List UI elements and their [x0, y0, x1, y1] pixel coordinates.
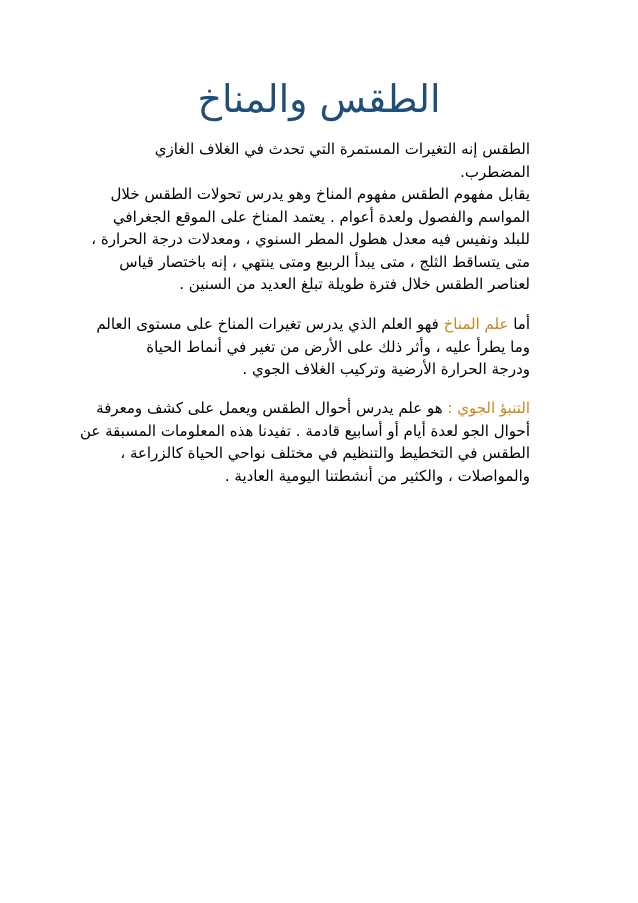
forecast-paragraph — [80, 397, 530, 487]
intro-line: يقابل مفهوم الطقس مفهوم المناخ وهو يدرس تحولات الطقس خلال — [110, 185, 530, 203]
climatology-line-3: ودرجة الحرارة الأرضية وتركيب الغلاف الجوي . — [242, 360, 530, 378]
forecast-term: التنبؤ الجوي : — [447, 399, 530, 417]
intro-line: الطقس إنه التغيرات المستمرة التي تحدث في الغلاف الغازي — [154, 140, 530, 158]
forecast-line-4: والمواصلات ، والكثير من أنشطتنا اليومية العادية . — [224, 466, 530, 485]
forecast-line-1 — [96, 397, 530, 420]
intro-line: المضطرب. — [460, 162, 530, 181]
forecast-line-1-text: هو علم يدرس أحوال الطقس ويعمل على كشف ومعرفة — [96, 399, 448, 417]
intro-paragraph — [70, 138, 530, 296]
climatology-paragraph — [96, 313, 530, 381]
climatology-line-1-text: فهو العلم الذي يدرس تغيرات المناخ على مستوى العالم — [96, 315, 444, 333]
intro-line: المواسم والفصول ولعدة أعوام . يعتمد المناخ على الموقع الجغرافي — [112, 207, 530, 226]
forecast-line-3: الطقس في التخطيط والتنظيم في مختلف نواحي الحياة كالزراعة ، — [120, 444, 530, 462]
intro-line: للبلد ونفيس فيه معدل هطول المطر السنوي ، ومعدلات درجة الحرارة ، — [91, 230, 530, 248]
page-title: الطقس والمناخ — [197, 77, 441, 121]
climatology-line-1 — [96, 313, 530, 336]
intro-line: متى يتساقط الثلج ، متى يبدأ الربيع ومتى ينتهي ، إنه باختصار قياس — [119, 252, 530, 271]
intro-line: لعناصر الطقس خلال فترة طويلة تبلغ العديد من السنين . — [179, 275, 530, 293]
forecast-line-2: أحوال الجو لعدة أيام أو أسابيع قادمة . تفيدنا هذه المعلومات المسبقة عن — [80, 421, 530, 440]
climatology-line-2: وما يطرأ عليه ، وأثر ذلك على الأرض من تغير في أنماط الحياة — [146, 337, 530, 356]
climatology-term: علم المناخ — [443, 315, 509, 333]
climatology-prefix: أما — [508, 315, 530, 333]
